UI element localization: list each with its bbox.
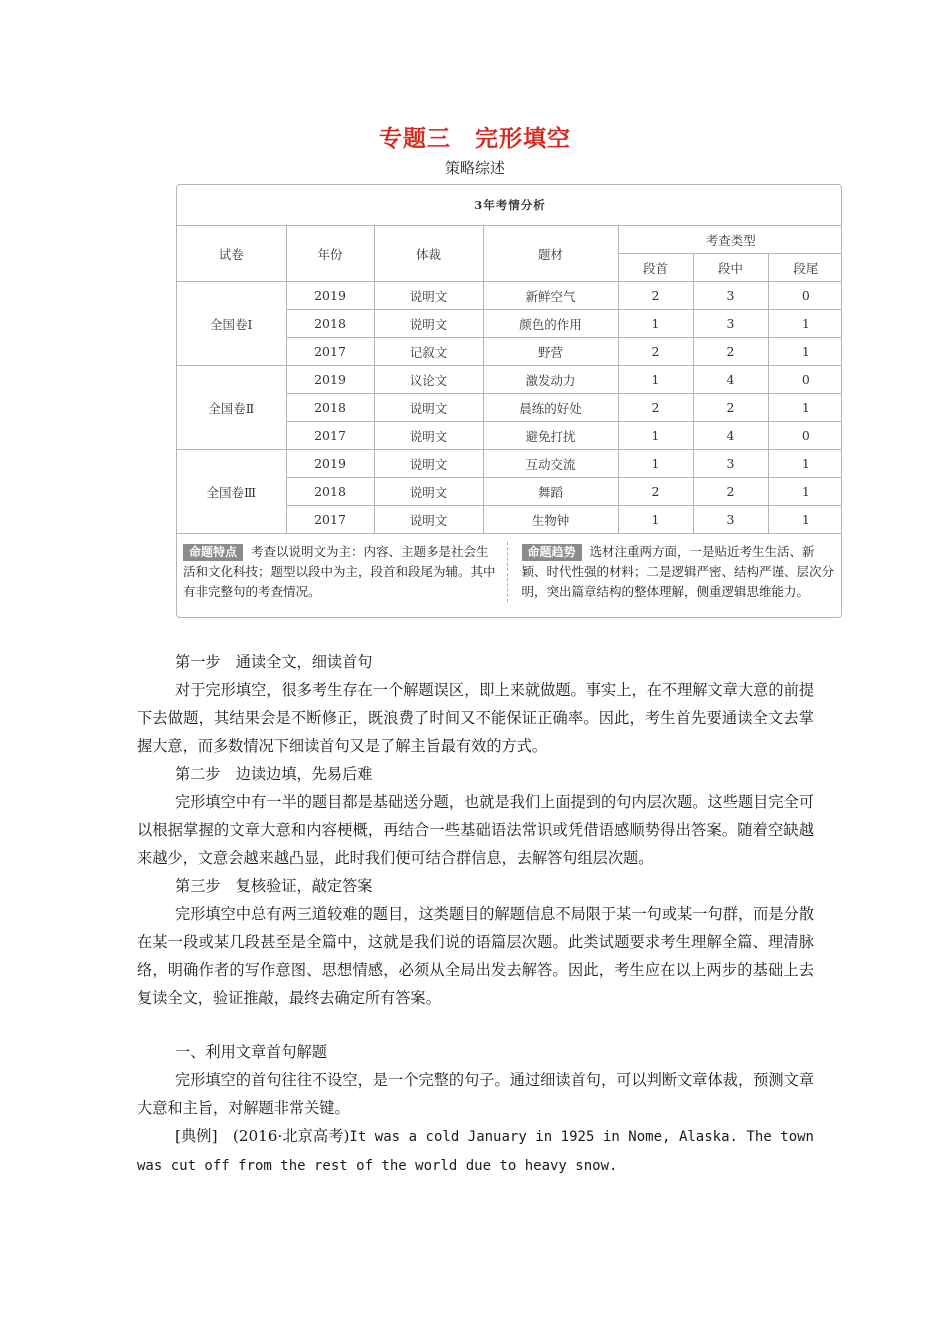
begin-cell: 2 xyxy=(618,478,693,506)
year-cell: 2018 xyxy=(286,310,374,338)
year-cell: 2019 xyxy=(286,366,374,394)
middle-cell: 3 xyxy=(693,282,768,310)
begin-cell: 2 xyxy=(618,282,693,310)
header-end: 段尾 xyxy=(768,254,842,282)
page-title: 专题三 完形填空 xyxy=(379,126,571,152)
table-row xyxy=(177,450,842,478)
end-cell: 0 xyxy=(768,282,842,310)
genre-cell: 记叙文 xyxy=(374,338,483,366)
header-middle: 段中 xyxy=(693,254,768,282)
header-year: 年份 xyxy=(286,226,374,282)
step2-text: 完形填空中有一半的题目都是基础送分题，也就是我们上面提到的句内层次题。这些题目完全可以根据掌握的文章大意和内容梗概，再结合一些基础语法常识或凭借语感顺势得出答案。随着空缺越来越少，文意会越来越凸显，此时我们便可结合群信息，去解答句组层次题。 xyxy=(137,793,814,867)
exam-analysis-table xyxy=(176,184,842,618)
begin-cell: 1 xyxy=(618,450,693,478)
table-row xyxy=(177,282,842,310)
begin-cell: 1 xyxy=(618,422,693,450)
end-cell: 1 xyxy=(768,394,842,422)
year-cell: 2019 xyxy=(286,450,374,478)
header-genre: 体裁 xyxy=(374,226,483,282)
example-paragraph xyxy=(137,1122,814,1180)
middle-cell: 2 xyxy=(693,478,768,506)
table-notes xyxy=(177,534,841,608)
paper-cell: 全国卷Ⅱ xyxy=(177,366,286,450)
begin-cell: 2 xyxy=(618,394,693,422)
table-caption: 3年考情分析 xyxy=(177,185,842,226)
trend-tag: 命题趋势 xyxy=(522,544,582,561)
paper-cell: 全国卷Ⅰ xyxy=(177,282,286,366)
topic-cell: 激发动力 xyxy=(483,366,618,394)
topic-cell: 晨练的好处 xyxy=(483,394,618,422)
end-cell: 0 xyxy=(768,422,842,450)
end-cell: 1 xyxy=(768,450,842,478)
end-cell: 1 xyxy=(768,506,842,534)
end-cell: 1 xyxy=(768,478,842,506)
section1-text: 完形填空的首句往往不设空，是一个完整的句子。通过细读首句，可以判断文章体裁，预测文章大意和主旨，对解题非常关键。 xyxy=(137,1071,814,1117)
example-text: It was a cold January in 1925 in Nome, Alaska. The town was cut off from the rest of the world due to heavy snow. xyxy=(137,1129,814,1174)
middle-cell: 3 xyxy=(693,506,768,534)
genre-cell: 说明文 xyxy=(374,422,483,450)
header-begin: 段首 xyxy=(618,254,693,282)
genre-cell: 说明文 xyxy=(374,282,483,310)
middle-cell: 3 xyxy=(693,450,768,478)
page-subtitle: 策略综述 xyxy=(444,159,505,177)
topic-cell: 舞蹈 xyxy=(483,478,618,506)
end-cell: 1 xyxy=(768,310,842,338)
begin-cell: 1 xyxy=(618,506,693,534)
body-text xyxy=(137,648,814,1180)
middle-cell: 2 xyxy=(693,338,768,366)
feature-text: 考查以说明文为主：内容、主题多是社会生活和文化科技；题型以段中为主，段首和段尾为辅。其中有非完整句的考查情况。 xyxy=(183,544,496,599)
header-type: 考查类型 xyxy=(618,226,842,254)
step1-text: 对于完形填空，很多考生存在一个解题误区，即上来就做题。事实上，在不理解文章大意的前提下去做题，其结果会是不断修正，既浪费了时间又不能保证正确率。因此，考生首先要通读全文去掌握大意，而多数情况下细读首句又是了解主旨最有效的方式。 xyxy=(137,681,814,755)
step2-title: 第二步 边读边填，先易后难 xyxy=(175,765,373,783)
feature-tag: 命题特点 xyxy=(183,544,243,561)
step3-title: 第三步 复核验证，敲定答案 xyxy=(175,877,373,895)
genre-cell: 说明文 xyxy=(374,478,483,506)
year-cell: 2017 xyxy=(286,338,374,366)
genre-cell: 说明文 xyxy=(374,394,483,422)
topic-cell: 互动交流 xyxy=(483,450,618,478)
header-topic: 题材 xyxy=(483,226,618,282)
trend-text: 选材注重两方面，一是贴近考生生活、新颖、时代性强的材料；二是逻辑严密、结构严谨、层次分明，突出篇章结构的整体理解，侧重逻辑思维能力。 xyxy=(521,544,835,599)
topic-cell: 避免打扰 xyxy=(483,422,618,450)
step1-title: 第一步 通读全文，细读首句 xyxy=(175,653,373,671)
genre-cell: 议论文 xyxy=(374,366,483,394)
table-row xyxy=(177,366,842,394)
year-cell: 2017 xyxy=(286,422,374,450)
year-cell: 2019 xyxy=(286,282,374,310)
topic-cell: 生物钟 xyxy=(483,506,618,534)
genre-cell: 说明文 xyxy=(374,310,483,338)
year-cell: 2017 xyxy=(286,506,374,534)
header-paper: 试卷 xyxy=(177,226,286,282)
end-cell: 1 xyxy=(768,338,842,366)
paper-cell: 全国卷Ⅲ xyxy=(177,450,286,534)
year-cell: 2018 xyxy=(286,478,374,506)
middle-cell: 2 xyxy=(693,394,768,422)
section1-title: 一、利用文章首句解题 xyxy=(175,1043,327,1061)
topic-cell: 新鲜空气 xyxy=(483,282,618,310)
feature-note xyxy=(183,542,508,602)
middle-cell: 3 xyxy=(693,310,768,338)
begin-cell: 1 xyxy=(618,310,693,338)
genre-cell: 说明文 xyxy=(374,506,483,534)
example-label: [典例] (2016·北京高考) xyxy=(175,1127,350,1145)
genre-cell: 说明文 xyxy=(374,450,483,478)
year-cell: 2018 xyxy=(286,394,374,422)
end-cell: 0 xyxy=(768,366,842,394)
step3-text: 完形填空中总有两三道较难的题目，这类题目的解题信息不局限于某一句或某一句群，而是分散在某一段或某几段甚至是全篇中，这就是我们说的语篇层次题。此类试题要求考生理解全篇、理清脉络，明确作者的写作意图、思想情感，必须从全局出发去解答。因此，考生应在以上两步的基础上去复读全文，验证推敲，最终去确定所有答案。 xyxy=(137,905,814,1007)
middle-cell: 4 xyxy=(693,422,768,450)
trend-note xyxy=(508,542,836,602)
topic-cell: 野营 xyxy=(483,338,618,366)
middle-cell: 4 xyxy=(693,366,768,394)
begin-cell: 1 xyxy=(618,366,693,394)
topic-cell: 颜色的作用 xyxy=(483,310,618,338)
begin-cell: 2 xyxy=(618,338,693,366)
